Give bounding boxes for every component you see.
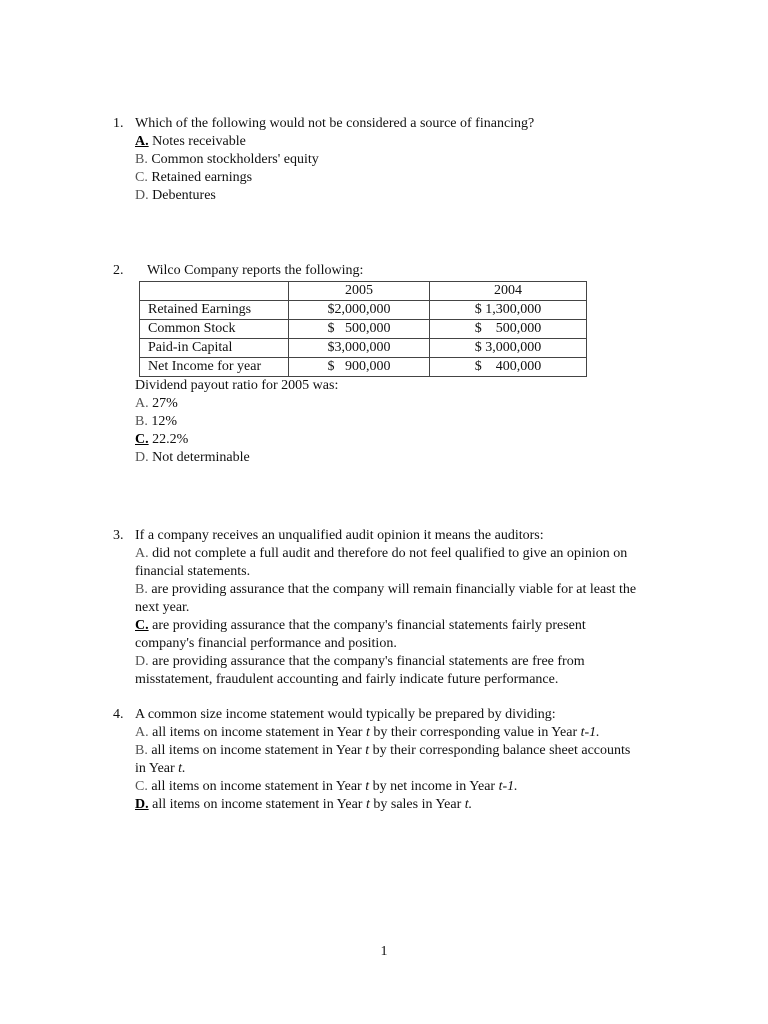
question-stem: Wilco Company reports the following: [147, 263, 364, 278]
table-cell: $ 900,000 [289, 358, 430, 377]
option-d-continuation: misstatement, fraudulent accounting and fairly indicate future performance. [135, 672, 559, 687]
table-cell: $ 400,000 [430, 358, 587, 377]
option-letter: C. [135, 779, 148, 794]
table-row [140, 320, 587, 339]
option-letter: D. [135, 450, 149, 465]
table-row [140, 339, 587, 358]
italic-term: t [178, 761, 183, 776]
option-b [135, 413, 683, 431]
option-text: all items on income statement in Year [152, 725, 366, 740]
question-stem: A common size income statement would typically be prepared by dividing: [135, 707, 556, 722]
option-letter: B. [135, 414, 148, 429]
question-4 [113, 706, 683, 814]
option-text: 27% [152, 396, 178, 411]
option-text: all items on income statement in Year [152, 797, 366, 812]
table-header-row [140, 282, 587, 301]
italic-term: t [365, 725, 370, 740]
italic-term: t-1 [580, 725, 597, 740]
option-letter: A. [135, 725, 149, 740]
option-letter: A. [135, 546, 149, 561]
italic-term: t-1 [498, 779, 515, 794]
table-row [140, 301, 587, 320]
option-letter: D. [135, 797, 149, 812]
option-letter: D. [135, 188, 149, 203]
question-stem: If a company receives an unqualified audit opinion it means the auditors: [135, 528, 544, 543]
table-cell: $ 500,000 [430, 320, 587, 339]
option-text: did not complete a full audit and therefore do not feel qualified to give an opinion on [152, 546, 628, 561]
italic-term: t [464, 797, 469, 812]
question-2 [113, 262, 683, 467]
option-text: Notes receivable [152, 134, 246, 149]
option-letter: C. [135, 432, 149, 447]
option-b-continuation [135, 760, 683, 778]
option-text: Retained earnings [151, 170, 253, 185]
option-text: by sales in Year [369, 797, 465, 812]
question-1 [113, 115, 683, 205]
option-a-continuation: financial statements. [135, 564, 251, 579]
option-a [135, 395, 683, 413]
option-letter: C. [135, 618, 149, 633]
italic-term: t [365, 797, 370, 812]
option-a [135, 545, 683, 563]
italic-term: t [365, 743, 370, 758]
option-text: Debentures [152, 188, 216, 203]
question-number: 2. [113, 263, 124, 278]
option-b [135, 581, 683, 599]
table-cell: $ 500,000 [289, 320, 430, 339]
question-number: 3. [113, 528, 124, 543]
option-text: Not determinable [152, 450, 250, 465]
page-number: 1 [380, 944, 388, 959]
option-letter: D. [135, 654, 149, 669]
financial-table [139, 281, 587, 377]
question-stem: Which of the following would not be considered a source of financing? [135, 116, 535, 131]
option-letter: B. [135, 582, 148, 597]
option-a [135, 133, 683, 151]
option-letter: C. [135, 170, 148, 185]
option-c [135, 617, 683, 635]
table-cell: $ 1,300,000 [430, 301, 587, 320]
option-text: by net income in Year [369, 779, 499, 794]
option-text: by their corresponding balance sheet accounts [369, 743, 631, 758]
table-cell: Common Stock [140, 320, 289, 339]
option-a [135, 724, 683, 742]
option-text: all items on income statement in Year [151, 779, 366, 794]
option-text: 12% [151, 414, 178, 429]
option-letter: A. [135, 134, 149, 149]
option-text: . [182, 761, 186, 776]
option-text: are providing assurance that the company's financial statements fairly present [152, 618, 586, 633]
option-c-continuation: company's financial performance and position. [135, 636, 397, 651]
option-text: are providing assurance that the company's financial statements are free from [152, 654, 585, 669]
option-text: in Year [135, 761, 179, 776]
option-c [135, 778, 683, 796]
option-text: 22.2% [152, 432, 189, 447]
option-text: . [514, 779, 518, 794]
option-d [135, 796, 683, 814]
option-d [135, 653, 683, 671]
option-c [135, 431, 683, 449]
option-b [135, 742, 683, 760]
option-text: Common stockholders' equity [151, 152, 319, 167]
option-letter: B. [135, 743, 148, 758]
option-b [135, 151, 683, 169]
option-b-continuation: next year. [135, 600, 190, 615]
table-row [140, 358, 587, 377]
question-followup: Dividend payout ratio for 2005 was: [135, 378, 339, 393]
table-cell: $ 3,000,000 [430, 339, 587, 358]
option-text: all items on income statement in Year [151, 743, 366, 758]
option-text: . [596, 725, 600, 740]
option-text: are providing assurance that the company will remain financially viable for at least the [151, 582, 637, 597]
table-cell: Paid-in Capital [140, 339, 289, 358]
question-number: 1. [113, 116, 124, 131]
option-text: by their corresponding value in Year [369, 725, 581, 740]
option-c [135, 169, 683, 187]
question-3 [113, 527, 683, 689]
table-cell: Net Income for year [140, 358, 289, 377]
italic-term: t [365, 779, 370, 794]
table-header-cell: 2005 [289, 282, 430, 301]
option-text: . [468, 797, 473, 812]
option-d [135, 449, 683, 467]
table-header-cell: 2004 [430, 282, 587, 301]
table-cell: $3,000,000 [289, 339, 430, 358]
table-header-cell [140, 282, 289, 301]
question-number: 4. [113, 707, 124, 722]
table-cell: $2,000,000 [289, 301, 430, 320]
option-letter: A. [135, 396, 149, 411]
option-letter: B. [135, 152, 148, 167]
option-d [135, 187, 683, 205]
table-cell: Retained Earnings [140, 301, 289, 320]
